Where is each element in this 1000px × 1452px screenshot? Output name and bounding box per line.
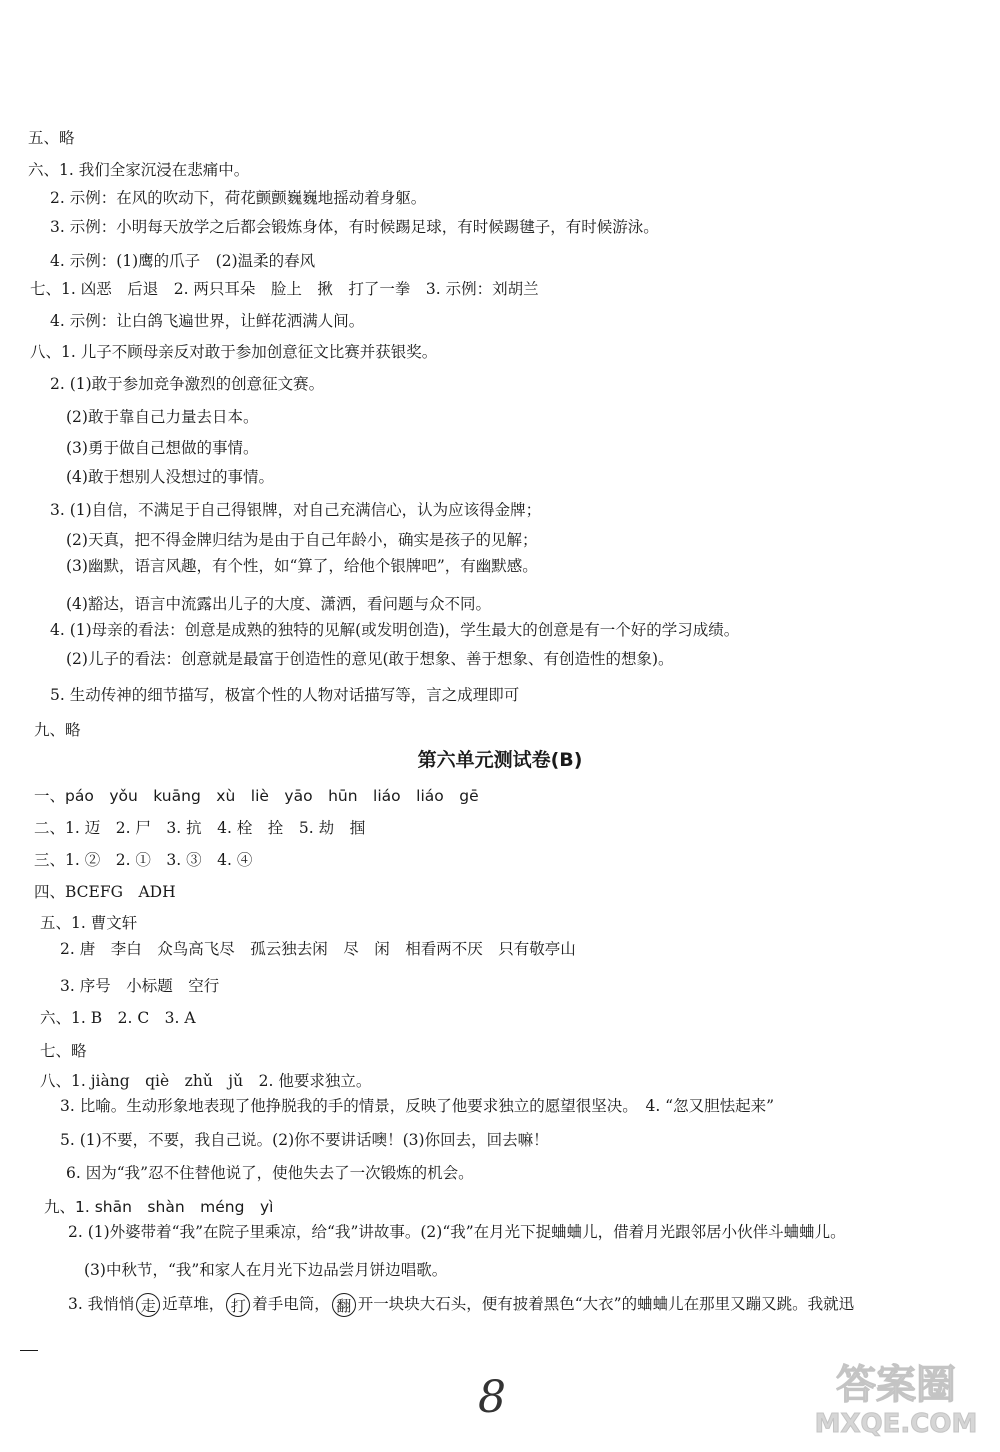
answer-line: 6. 因为“我”忍不住替他说了，使他失去了一次锻炼的机会。 (66, 1164, 474, 1182)
answer-line: (4)豁达，语言中流露出儿子的大度、潇洒，看问题与众不同。 (66, 595, 491, 613)
answer-line: 3. 比喻。生动形象地表现了他挣脱我的手的情景，反映了他要求独立的愿望很坚决。 4. “忽又胆怯起来” (60, 1097, 775, 1115)
answer-line-circled (68, 1293, 854, 1317)
answer-line: 九、略 (34, 721, 81, 739)
answer-line: (3)勇于做自己想做的事情。 (66, 439, 259, 457)
answer-line: (4)敢于想别人没想过的事情。 (66, 468, 274, 486)
answer-line: 5. (1)不要，不要，我自己说。(2)你不要讲话噢！(3)你回去，回去嘛！ (60, 1131, 549, 1149)
answer-line: 3. 序号 小标题 空行 (60, 977, 220, 995)
answer-line: 2. (1)敢于参加竞争激烈的创意征文赛。 (50, 375, 325, 393)
answer-line: (3)中秋节，“我”和家人在月光下边品尝月饼边唱歌。 (84, 1261, 448, 1279)
answer-line: 3. (1)自信，不满足于自己得银牌，对自己充满信心，认为应该得金牌； (50, 501, 542, 519)
answer-line: 七、1. 凶恶 后退 2. 两只耳朵 脸上 揪 打了一拳 3. 示例：刘胡兰 (30, 280, 539, 298)
answer-line: 九、1. shān shàn méng yì (44, 1198, 274, 1216)
answer-line: 六、1. B 2. C 3. A (40, 1009, 196, 1027)
answer-line: 5. 生动传神的细节描写，极富个性的人物对话描写等，言之成理即可 (50, 686, 520, 704)
answer-line: 八、1. jiàng qiè zhǔ jǔ 2. 他要求独立。 (40, 1072, 372, 1090)
answer-line: (2)敢于靠自己力量去日本。 (66, 408, 259, 426)
answer-line: 4. (1)母亲的看法：创意是成熟的独特的见解(或发明创造)，学生最大的创意是有一个好的学习成绩。 (50, 621, 740, 639)
answer-line: 四、BCEFG ADH (34, 883, 176, 901)
line-text: 近草堆， (162, 1295, 225, 1313)
answer-line: 五、略 (28, 129, 75, 147)
answer-line: 五、1. 曹文轩 (40, 914, 138, 932)
answer-line: 七、略 (40, 1042, 87, 1060)
circled-char: 走 (136, 1293, 160, 1317)
watermark-logo (812, 1350, 980, 1440)
section-title: 第六单元测试卷(B) (417, 749, 583, 771)
answer-line: 2. 唐 李白 众鸟高飞尽 孤云独去闲 尽 闲 相看两不厌 只有敬亭山 (60, 940, 576, 958)
line-text: 着手电筒， (252, 1295, 330, 1313)
circled-char: 打 (226, 1293, 250, 1317)
footer-rule (20, 1350, 38, 1351)
answer-line: (3)幽默，语言风趣，有个性，如“算了，给他个银牌吧”，有幽默感。 (66, 557, 538, 575)
watermark-bottom: MXQE.COM (814, 1409, 978, 1439)
answer-line: 4. 示例：(1)鹰的爪子 (2)温柔的春风 (50, 252, 316, 270)
line-text: 开一块块大石头，便有披着黑色“大衣”的蛐蛐儿在那里又蹦又跳。我就迅 (357, 1295, 855, 1313)
answer-line: 六、1. 我们全家沉浸在悲痛中。 (28, 161, 250, 179)
circled-char: 翻 (332, 1293, 356, 1317)
answer-line: (2)天真，把不得金牌归结为是由于自己年龄小，确实是孩子的见解； (66, 531, 538, 549)
answer-line: 八、1. 儿子不顾母亲反对敢于参加创意征文比赛并获银奖。 (30, 343, 438, 361)
answer-line: (2)儿子的看法：创意就是最富于创造性的意见(敢于想象、善于想象、有创造性的想象)。 (66, 650, 674, 668)
answer-line: 2. 示例：在风的吹动下，荷花颤颤巍巍地摇动着身躯。 (50, 189, 427, 207)
answer-line: 4. 示例：让白鸽飞遍世界，让鲜花洒满人间。 (50, 312, 365, 330)
answer-line: 3. 示例：小明每天放学之后都会锻炼身体，有时候踢足球，有时候踢毽子，有时候游泳。 (50, 218, 659, 236)
answer-line: 一、páo yǒu kuāng xù liè yāo hūn liáo liáo gē (34, 787, 479, 805)
page-number: 8 (478, 1372, 506, 1423)
watermark-top: 答案圈 (836, 1362, 956, 1408)
line-text: 3. 我悄悄 (68, 1295, 135, 1313)
answer-line: 2. (1)外婆带着“我”在院子里乘凉，给“我”讲故事。(2)“我”在月光下捉蛐蛐儿，借着月光跟邻居小伙伴斗蛐蛐儿。 (68, 1223, 846, 1241)
answer-line: 二、1. 迈 2. 尸 3. 抗 4. 栓 拴 5. 劫 掴 (34, 819, 366, 837)
answer-line: 三、1. ② 2. ① 3. ③ 4. ④ (34, 851, 253, 869)
